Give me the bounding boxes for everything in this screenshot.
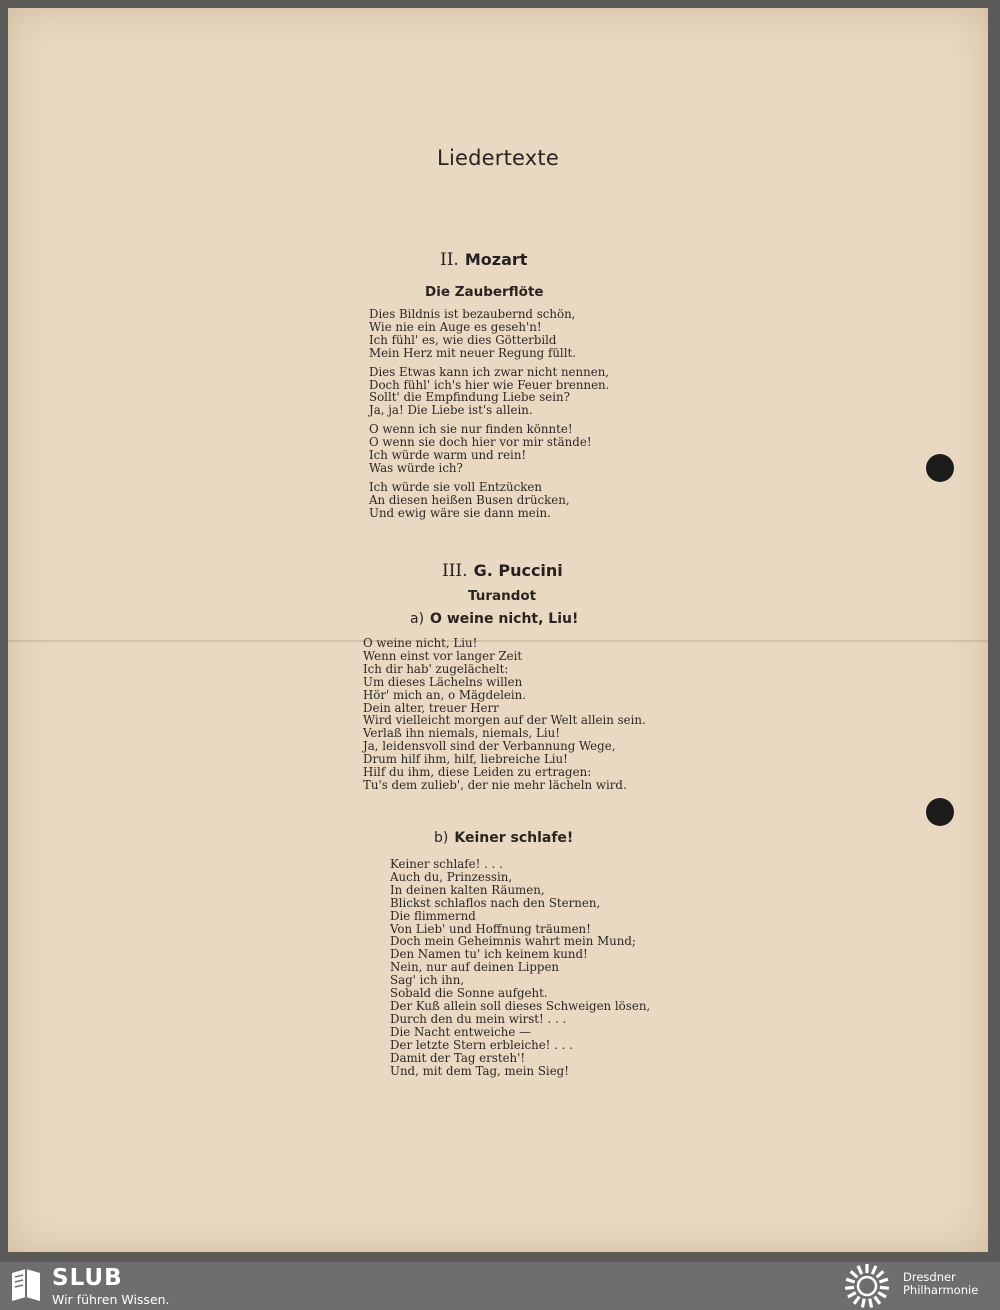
partner-line: Philharmonie	[903, 1283, 979, 1297]
verse-line: Den Namen tu' ich keinem kund!	[390, 947, 588, 962]
verse-line: Keiner schlafe! . . .	[390, 857, 503, 871]
composer-name: G. Puccini	[473, 561, 563, 580]
verse-line: Blickst schlaflos nach den Sternen,	[390, 895, 601, 910]
verse-line: Durch den du mein wirst! . . .	[390, 1011, 567, 1026]
verse-line: Dein alter, treuer Herr	[363, 700, 499, 715]
section-number: II.	[440, 250, 459, 270]
work-title-zauberfloete: Die Zauberflöte	[425, 284, 544, 300]
verse-line: Hör' mich an, o Mägdelein.	[363, 687, 526, 702]
stanza	[369, 423, 609, 475]
verse-line: Hilf du ihm, diese Leiden zu ertragen:	[363, 765, 592, 780]
verse-line: Sollt' die Empfindung Liebe sein?	[369, 390, 570, 405]
lyrics-keiner-schlafe	[390, 858, 650, 1077]
lyrics-zauberfloete	[369, 308, 609, 526]
verse-line: Ja, ja! Die Liebe ist's allein.	[369, 403, 533, 418]
verse-line: Wie nie ein Auge es geseh'n!	[369, 319, 542, 334]
stanza	[369, 308, 609, 360]
verse-line: Drum hilf ihm, hilf, liebreiche Liu!	[363, 752, 568, 767]
verse-line: Der Kuß allein soll dieses Schweigen lösen,	[390, 998, 651, 1013]
aria-letter: b)	[434, 830, 449, 846]
verse-line: Ich würde sie voll Entzücken	[369, 479, 542, 494]
verse-line: An diesen heißen Busen drücken,	[369, 492, 570, 507]
verse-line: Wenn einst vor langer Zeit	[363, 648, 523, 663]
verse-line: Damit der Tag ersteh'!	[390, 1050, 526, 1065]
work-title-turandot: Turandot	[468, 588, 537, 604]
partner-logo-text[interactable]	[903, 1271, 978, 1297]
section-number: III.	[442, 561, 468, 581]
aria-title-keiner-schlafe	[434, 830, 573, 846]
verse-line: Wird vielleicht morgen auf der Welt allein sein.	[363, 713, 646, 728]
punch-hole	[926, 798, 954, 826]
verse-line: Ich fühl' es, wie dies Götterbild	[369, 332, 557, 347]
verse-line: O weine nicht, Liu!	[363, 636, 478, 650]
verse-line: Tu's dem zulieb', der nie mehr lächeln wird.	[363, 777, 627, 792]
document-page	[8, 8, 988, 1252]
lyrics-weine-nicht	[363, 637, 646, 792]
sunburst-icon	[842, 1263, 892, 1309]
verse-line: Was würde ich?	[369, 460, 463, 475]
verse-line: Ja, leidensvoll sind der Verbannung Wege,	[363, 739, 616, 754]
verse-line: In deinen kalten Räumen,	[390, 882, 545, 897]
composer-name: Mozart	[464, 250, 528, 269]
verse-line: Mein Herz mit neuer Regung füllt.	[369, 345, 576, 360]
stanza	[369, 366, 609, 418]
verse-line: Ich dir hab' zugelächelt:	[363, 661, 509, 676]
verse-line: Um dieses Lächelns willen	[363, 674, 523, 689]
verse-line: Die flimmernd	[390, 908, 476, 923]
verse-line: O wenn sie doch hier vor mir stände!	[369, 435, 592, 450]
verse-line: Sag' ich ihn,	[390, 973, 465, 988]
verse-line: Auch du, Prinzessin,	[390, 869, 513, 884]
punch-hole	[926, 454, 954, 482]
verse-line: Verlaß ihn niemals, niemals, Liu!	[363, 726, 560, 741]
viewer-footer	[0, 1262, 1000, 1310]
slub-tagline: Wir führen Wissen.	[52, 1292, 170, 1307]
verse-line: Sobald die Sonne aufgeht.	[390, 986, 548, 1001]
verse-line: Und, mit dem Tag, mein Sieg!	[390, 1063, 569, 1078]
section-heading-puccini	[442, 561, 563, 581]
verse-line: Der letzte Stern erbleiche! . . .	[390, 1037, 573, 1052]
verse-line: Doch fühl' ich's hier wie Feuer brennen.	[369, 377, 610, 392]
aria-title-weine-nicht	[410, 611, 578, 627]
aria-name: Keiner schlafe!	[454, 830, 574, 846]
section-heading-mozart	[440, 250, 527, 270]
aria-letter: a)	[410, 611, 425, 627]
verse-line: O wenn ich sie nur finden könnte!	[369, 422, 573, 437]
verse-line: Dies Etwas kann ich zwar nicht nennen,	[369, 364, 610, 379]
page-title: Liedertexte	[437, 146, 559, 170]
verse-line: Von Lieb' und Hoffnung träumen!	[390, 921, 591, 936]
partner-line: Dresdner	[903, 1270, 956, 1284]
verse-line: Und ewig wäre sie dann mein.	[369, 505, 551, 520]
slub-logo-text[interactable]: SLUB	[52, 1265, 123, 1291]
verse-line: Ich würde warm und rein!	[369, 448, 527, 463]
stanza	[369, 481, 609, 520]
verse-line: Nein, nur auf deinen Lippen	[390, 960, 560, 975]
verse-line: Die Nacht entweiche —	[390, 1024, 531, 1039]
verse-line: Dies Bildnis ist bezaubernd schön,	[369, 307, 576, 321]
book-icon[interactable]	[10, 1267, 42, 1305]
aria-name: O weine nicht, Liu!	[430, 611, 579, 627]
verse-line: Doch mein Geheimnis wahrt mein Mund;	[390, 934, 636, 949]
